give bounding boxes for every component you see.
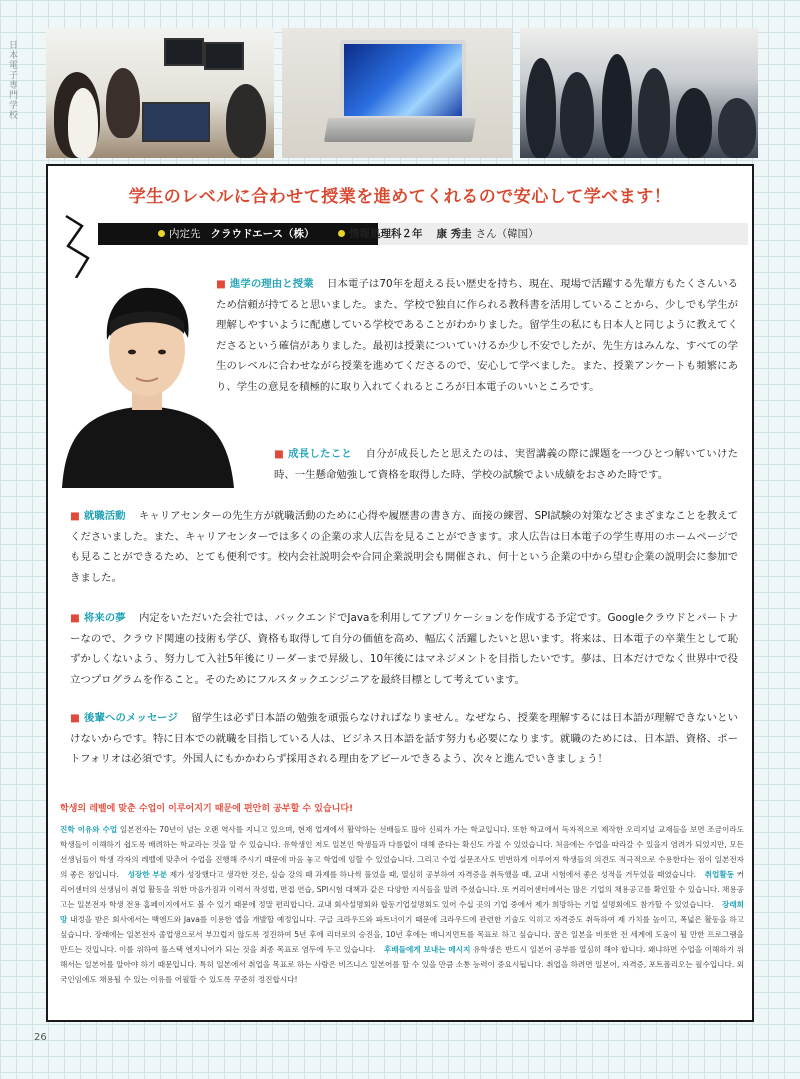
section-heading: 成長したこと xyxy=(288,448,353,460)
student-figure xyxy=(226,84,266,158)
korean-title: 학생의 레벨에 맞춘 수업이 이루어지기 때문에 편안히 공부할 수 있습니다! xyxy=(60,804,354,814)
monitor-shape xyxy=(204,42,244,70)
profile-student xyxy=(338,226,539,241)
korean-text: 커리어센터의 선생님이 취업 활동을 위한 마음가짐과 이력서 작성법, 면접 연습, SPI시험 대책과 같은 다양한 지식들을 알려 주셨습니다. 또 커리어센터에서는 많은 기업의 채용공고를 확인할 수 있습니다. 채용공고는 일본전자 학생 전용 홈페이지에서도 볼 수 있기 때문에 정말 편리합니다. 교내 회사설명회와 합동기업설명회도 있어 수십 곳의 기업 중에서 제가 희망하는 기업 설명회에도 참가할 수 있었습니다. xyxy=(60,870,745,909)
interview-panel xyxy=(46,164,754,1022)
student-honorific: さん（韓国） xyxy=(475,228,539,240)
korean-body xyxy=(60,822,744,987)
korean-heading: 진학 이유와 수업 xyxy=(60,825,118,834)
suited-figure xyxy=(718,98,756,158)
profile-bar xyxy=(98,223,748,245)
side-label-school: 日本電子専門学校 xyxy=(7,40,17,120)
section-jobhunting: ■ 就職活動 キャリアセンターの先生方が就職活動のために心得や履歴書の書き方、面接の練習、SPI試験の対策などさまざまなことを教えてくださいました。また、キャリアセンターでは多くの企業の求人広告を見ることができます。求人広告は日本電子の学生専用のホームページでも見ることができるため、とても便利です。校内会社説明会や合同企業説明会も開催され、何十という企業の中から望む企業の説明会に参加できました。 xyxy=(70,510,739,584)
suited-figure xyxy=(602,54,632,158)
laptop-keyboard xyxy=(324,118,476,142)
monitor-shape xyxy=(164,38,204,66)
section-text: キャリアセンターの先生方が就職活動のために心得や履歴書の書き方、面接の練習、SPI試験の対策などさまざまなことを教えてくださいました。また、キャリアセンターでは多くの企業の求人広告を見ることができます。求人広告は日本電子の学生専用のホームページでも見ることができるため、とても便利です。校内会社説明会や合同企業説明会も開催され、何十という企業の中から望む企業の説明会に参加できました。 xyxy=(70,510,739,584)
student-figure xyxy=(106,68,140,138)
section-text: 留学生は必ず日本語の勉強を頑張らなければなりません。なぜなら、授業を理解するには日本語が理解できないといけないからです。特に日本での就職を目指している人は、ビジネス日本語を話す努力も必要になります。就職のためには、日本語、資格、ポートフォリオは必須です。外国人にもかかわらず採用される理由をアピールできるよう、次々と進んでいきましょう！ xyxy=(70,712,738,765)
korean-translation xyxy=(60,802,744,987)
section-growth: ■ 成長したこと 自分が成長したと思えたのは、実習講義の際に課題を一つひとつ解いていけた時、一生懸命勉強して資格を取得した時、学校の試験でよい成績をおさめた時です。 xyxy=(274,448,738,481)
classroom-photo xyxy=(46,28,274,158)
zigzag-decoration xyxy=(62,212,102,282)
photo-strip xyxy=(46,28,758,158)
section-text: 日本電子は70年を超える長い歴史を持ち、現在、現場で活躍する先輩方もたくさんいるため信頼が持てると思いました。また、学校で独自に作られる教科書を活用していることから、少しでも学生が理解しやすいように配慮している学校であることがわかりました。留学生の私にも日本人と同じように教えてくださるという確信がありました。最初は授業についていけるか少し不安でしたが、先生方はみんな、すべての学生のレベルに合わせながら授業を進めてくださるので、安心して学べました。また、授業アンケートも頻繁にあり、学生の意見を積極的に取り入れてくれるところが日本電子のいいところです。 xyxy=(216,278,739,393)
section-reason: ■ 進学の理由と授業 日本電子は70年を超える長い歴史を持ち、現在、現場で活躍する先輩方もたくさんいるため信頼が持てると思いました。また、学校で独自に作られる教科書を活用していることから、少しでも学生が理解しやすいように配慮している学校であることがわかりました。留学生の私にも日本人と同じように教えてくださるという確信がありました。最初は授業についていけるか少し不安でしたが、先生方はみんな、すべての学生のレベルに合わせながら授業を進めてくださるので、安心して学べました。また、授業アンケートも頻繁にあり、学生の意見を積極的に取り入れてくれるところが日本電子のいいところです。 xyxy=(216,278,739,393)
korean-text: 내정을 받은 회사에서는 백엔드와 Java를 이용한 앱을 개발할 예정입니다. 구글 크라우드와 파트너이기 때문에 크라우드에 관련한 기술도 익히고 자격증도 취득하여 제 가치를 높이고, 폭넓은 활동을 하고 싶습니다. 장래에는 일본전자 졸업생으로서 부끄럽지 않도록 정진하여 5년 후에 리더로의 승진을, 10년 후에는 매니지먼트를 목표로 하고 싶습니다. 꿈은 일본을 비롯한 전 세계에 도움이 될 만한 프로그램을 만드는 것입니다. 이를 위하여 풀스택 엔지니어가 되는 것을 최종 목표로 염두에 두고 있습니다. xyxy=(60,915,744,954)
monitor-shape xyxy=(142,102,210,142)
page-number: 26 xyxy=(34,1032,47,1043)
section-text: 自分が成長したと思えたのは、実習講義の際に課題を一つひとつ解いていけた時、一生懸命勉強して資格を取得した時、学校の試験でよい成績をおさめた時です。 xyxy=(274,448,738,481)
company-name: クラウドエース（株） xyxy=(210,228,315,240)
suited-figure xyxy=(676,88,712,158)
section-message: ■ 後輩へのメッセージ 留学生は必ず日本語の勉強を頑張らなければなりません。なぜなら、授業を理解するには日本語が理解できないといけないからです。特に日本での就職を目指している人は、ビジネス日本語を話す努力も必要になります。就職のためには、日本語、資格、ポートフォリオは必須です。外国人にもかかわらず採用される理由をアピールできるよう、次々と進んでいきましょう！ xyxy=(70,712,738,765)
page-headline: 学生のレベルに合わせて授業を進めてくれるので安心して学べます！ xyxy=(128,187,672,207)
section-heading: 後輩へのメッセージ xyxy=(83,712,178,724)
suited-figure xyxy=(638,68,670,158)
laptop-screen xyxy=(340,40,466,120)
section-heading: 将来の夢 xyxy=(83,612,126,624)
korean-text: 일본전자는 70년이 넘는 오랜 역사를 지니고 있으며, 현재 업계에서 활약하는 선배들도 많아 신뢰가 가는 학교입니다. 또한 학교에서 독자적으로 제작한 오리지널 교재들을 보면 조금이라도 학생들이 이해하기 쉽도록 배려하는 학교라는 것을 알 수 있습니다. 유학생인 저도 일본인 학생들과 다름없이 대해 준다는 확신도 가질 수 있었습니다. 처음에는 수업을 따라갈 수 있을지 염려가 되었지만, 모든 선생님들이 학생 각자의 레벨에 맞추어 수업을 진행해 주시기 때문에 마음 놓고 학업에 임할 수 있었습니다. 그리고 수업 설문조사도 빈번하게 이루어져 학생들의 의견도 적극적으로 수용한다는 점이 일본전자의 좋은 점입니다. xyxy=(60,825,744,879)
student-name: 康 秀圭 xyxy=(436,228,472,240)
korean-heading: 후배들에게 보내는 메시지 xyxy=(383,945,471,954)
korean-heading: 장래희망 xyxy=(60,900,744,924)
section-heading: 就職活動 xyxy=(83,510,126,522)
bullet-icon xyxy=(158,230,165,237)
section-text: 内定をいただいた会社では、バックエンドでJavaを利用してアプリケーションを作成する予定です。Googleクラウドとパートナーなので、クラウド関連の技術も学び、資格も取得して自分の価値を高め、幅広く活躍したいと思います。将来は、日本電子の卒業生として恥ずかしくないよう、努力して入社5年後にリーダーまで昇級し、10年後にはマネジメントを目指したいです。夢は、日本だけでなく世界中で役立つプログラムを作ること。そのためにフルスタックエンジニアを最終目標として考えています。 xyxy=(70,612,738,686)
bullet-icon xyxy=(338,230,345,237)
korean-text: 유학생은 반드시 일본어 공부를 열심히 해야 합니다. 왜냐하면 수업을 이해하기 위해서는 일본어를 알아야 하기 때문입니다. 특히 일본에서 취업을 목표로 하는 사람은 비즈니스 일본어를 할 수 있을 만큼 소통 능력이 중요시됩니다. 취업을 하려면 일본어, 자격증, 포트폴리오는 필수입니다. 외국인임에도 채용될 수 있는 이유를 어필할 수 있도록 꾸준히 정진합시다! xyxy=(60,945,745,984)
korean-heading: 취업활동 xyxy=(704,870,735,879)
suited-figure xyxy=(526,58,556,158)
laptop-photo xyxy=(282,28,512,158)
suited-figure xyxy=(560,72,594,158)
korean-text: 제가 성장했다고 생각한 것은, 실습 강의 때 과제를 하나씩 풀었을 때, 열심히 공부하여 자격증을 취득했을 때, 교내 시험에서 좋은 성적을 거두었을 때였습니다. xyxy=(169,870,697,879)
korean-heading: 성장한 부분 xyxy=(127,870,168,879)
department-label: 情報処理科２年 xyxy=(349,228,423,240)
student-figure xyxy=(68,88,98,158)
naiteisaki-label: 内定先 xyxy=(169,228,201,240)
section-heading: 進学の理由と授業 xyxy=(229,278,314,290)
section-future: ■ 将来の夢 内定をいただいた会社では、バックエンドでJavaを利用してアプリケーションを作成する予定です。Googleクラウドとパートナーなので、クラウド関連の技術も学び、資格も取得して自分の価値を高め、幅広く活躍したいと思います。将来は、日本電子の卒業生として恥ずかしくないよう、努力して入社5年後にリーダーまで昇級し、10年後にはマネジメントを目指したいです。夢は、日本だけでなく世界中で役立つプログラムを作ること。そのためにフルスタックエンジニアを最終目標として考えています。 xyxy=(70,612,738,686)
student-portrait xyxy=(52,278,242,488)
profile-company xyxy=(158,226,315,241)
job-fair-photo xyxy=(520,28,758,158)
